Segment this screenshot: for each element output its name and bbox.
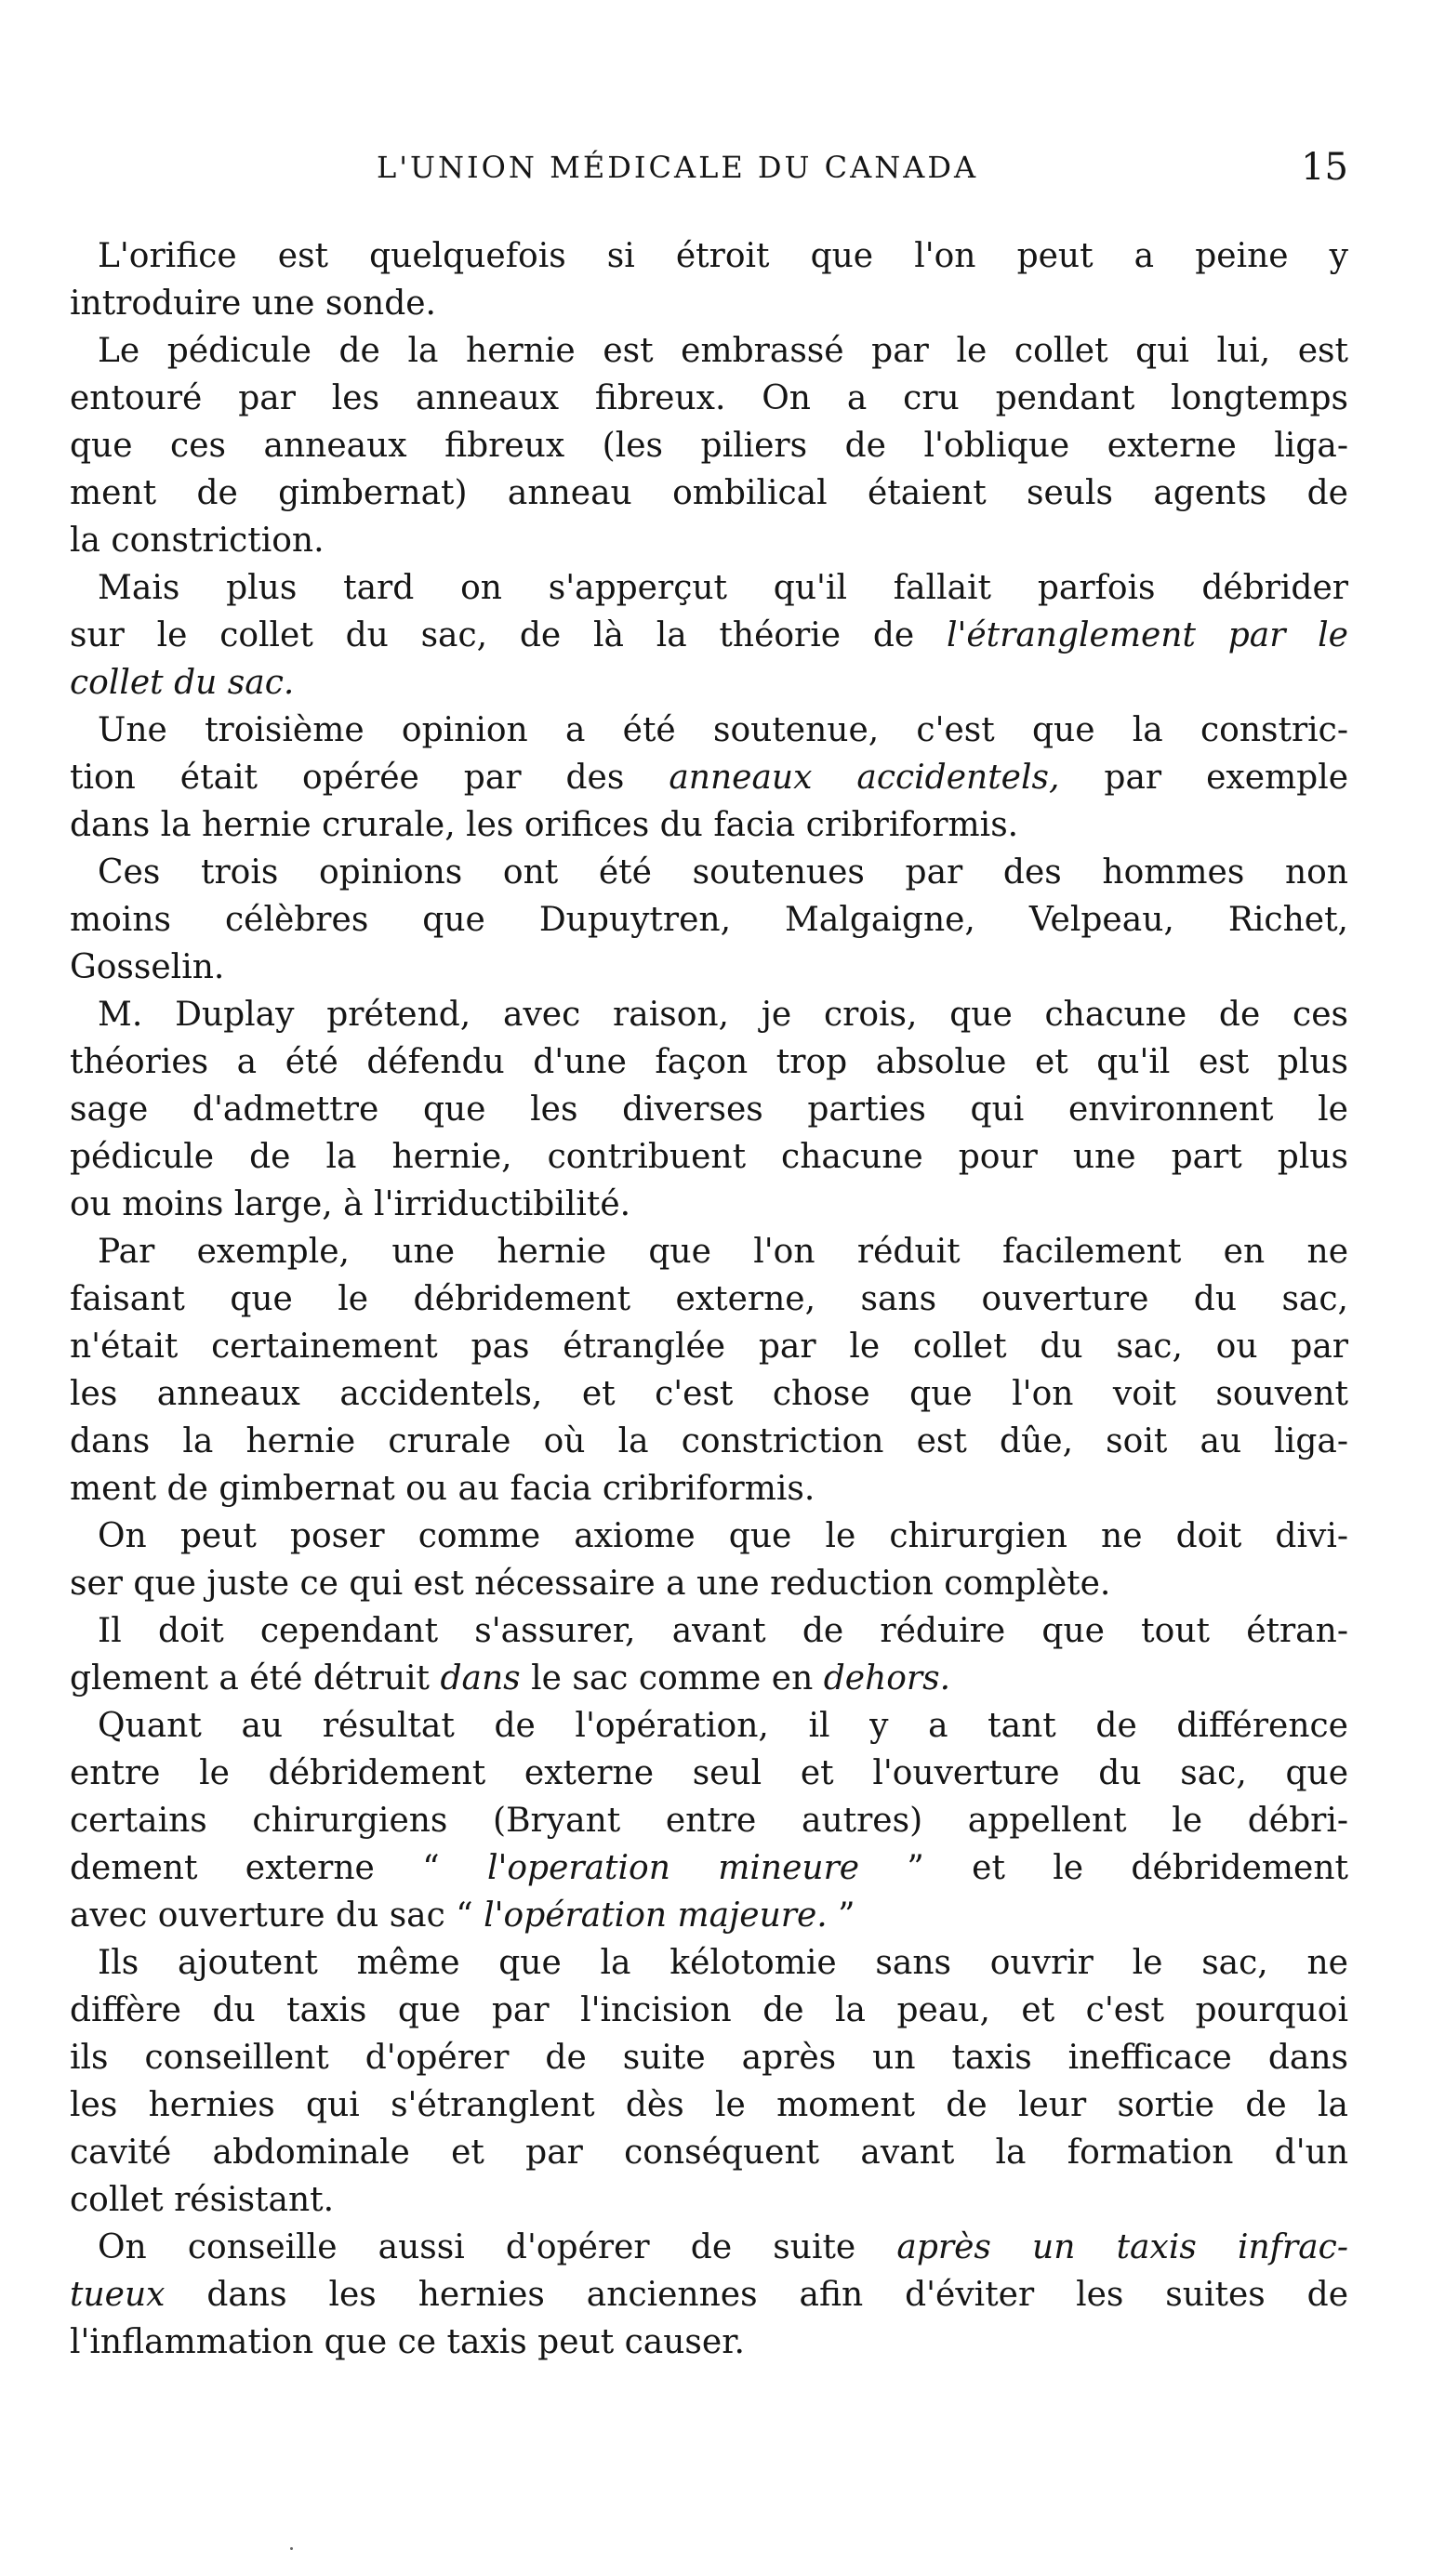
line-text: le sac comme en — [531, 1659, 814, 1698]
line-text: n'était certainement pas étranglée par le collet du sac, ou par — [70, 1328, 1348, 1366]
italic-text: collet du sac. — [70, 664, 295, 702]
text-line — [70, 2318, 1348, 2366]
line-text: diffère du taxis que par l'incision de la peau, et c'est pourquoi — [70, 1991, 1348, 2029]
text-line — [70, 1181, 1348, 1228]
journal-title: L'UNION MÉDICALE DU CANADA — [377, 150, 979, 185]
text-line — [70, 1418, 1348, 1465]
text-line — [70, 1655, 1348, 1702]
page-number: 15 — [1301, 146, 1348, 189]
line-text: tion était opérée par des — [70, 759, 625, 797]
text-line — [70, 1939, 1348, 1987]
line-text: ” — [838, 1896, 855, 1935]
line-text: Mais plus tard on s'apperçut qu'il fallait parfois débrider — [98, 569, 1348, 607]
line-text: Il doit cependant s'assurer, avant de réduire que tout étran- — [98, 1612, 1348, 1650]
text-line — [70, 896, 1348, 944]
line-text: collet résistant. — [70, 2181, 335, 2219]
text-line — [70, 2176, 1348, 2224]
line-text: introduire une sonde. — [70, 284, 436, 323]
text-line — [70, 469, 1348, 517]
line-text: M. Duplay prétend, avec raison, je crois, que chacune de ces — [98, 996, 1348, 1034]
line-text: ils conseillent d'opérer de suite après un taxis inefficace dans — [70, 2039, 1348, 2077]
line-text: par exemple — [1104, 759, 1349, 797]
italic-text: après un taxis infrac- — [896, 2228, 1348, 2266]
text-line — [70, 2224, 1348, 2271]
text-line — [70, 1607, 1348, 1655]
line-text: faisant que le débridement externe, sans ouverture du sac, — [70, 1280, 1348, 1318]
text-line — [70, 2081, 1348, 2129]
line-text: Le pédicule de la hernie est embrassé par le collet qui lui, est — [98, 332, 1348, 370]
line-text: théories a été défendu d'une façon trop absolue et qu'il est plus — [70, 1043, 1348, 1081]
line-text: dans les hernies anciennes afin d'éviter les suites de — [206, 2276, 1349, 2314]
text-line — [70, 2129, 1348, 2176]
line-text: sur le collet du sac, de là la théorie de — [70, 616, 915, 654]
line-text: ou moins large, à l'irriductibilité. — [70, 1185, 631, 1223]
line-text: ser que juste ce qui est nécessaire a une reduction complète. — [70, 1565, 1111, 1603]
text-line — [70, 327, 1348, 375]
line-text: On peut poser comme axiome que le chirurgien ne doit divi- — [98, 1517, 1348, 1555]
text-line — [70, 1038, 1348, 1086]
line-text: certains chirurgiens (Bryant entre autres) appellent le débri- — [70, 1802, 1348, 1840]
text-line — [70, 1275, 1348, 1323]
italic-text: dans — [440, 1659, 521, 1698]
line-text: ment de gimbernat ou au facia cribriformis. — [70, 1470, 815, 1508]
line-text: On conseille aussi d'opérer de suite — [98, 2228, 856, 2266]
line-text: l'inflammation que ce taxis peut causer. — [70, 2323, 745, 2361]
text-line — [70, 944, 1348, 991]
text-line — [70, 801, 1348, 849]
text-line — [70, 849, 1348, 896]
italic-text: l'opération majeure. — [484, 1896, 828, 1935]
text-line — [70, 517, 1348, 564]
line-text: glement a été détruit — [70, 1659, 431, 1698]
line-text: ” et le débridement — [907, 1849, 1348, 1887]
line-text: Ces trois opinions ont été soutenues par des hommes non — [98, 853, 1348, 892]
text-line — [70, 659, 1348, 707]
running-head — [93, 139, 1348, 195]
italic-text: dehors. — [823, 1659, 951, 1698]
line-text: Une troisième opinion a été soutenue, c'est que la constric- — [98, 711, 1348, 749]
text-line — [70, 1323, 1348, 1370]
line-text: cavité abdominale et par conséquent avant la formation d'un — [70, 2133, 1348, 2172]
text-line — [70, 1133, 1348, 1181]
line-text: Par exemple, une hernie que l'on réduit facilement en ne — [98, 1233, 1348, 1271]
italic-text: l'étranglement par le — [946, 616, 1348, 654]
text-line — [70, 1844, 1348, 1892]
text-line — [70, 1465, 1348, 1513]
text-line — [70, 1560, 1348, 1607]
line-text: Quant au résultat de l'opération, il y a tant de différence — [98, 1707, 1348, 1745]
text-line — [70, 1987, 1348, 2034]
text-line — [70, 754, 1348, 801]
text-line — [70, 375, 1348, 422]
text-line — [70, 1086, 1348, 1133]
text-line — [70, 1797, 1348, 1844]
line-text: les anneaux accidentels, et c'est chose que l'on voit souvent — [70, 1375, 1348, 1413]
line-text: dement externe “ — [70, 1849, 440, 1887]
text-line — [70, 1750, 1348, 1797]
body-text — [70, 232, 1348, 2366]
text-line — [70, 2034, 1348, 2081]
text-line — [70, 1370, 1348, 1418]
text-line — [70, 2271, 1348, 2318]
line-text: que ces anneaux fibreux (les piliers de l'oblique externe liga- — [70, 427, 1348, 465]
scan-speck — [290, 2547, 293, 2550]
line-text: L'orifice est quelquefois si étroit que l'on peut a peine y — [98, 237, 1348, 275]
text-line — [70, 232, 1348, 280]
text-line — [70, 1702, 1348, 1750]
line-text: moins célèbres que Dupuytren, Malgaigne, Velpeau, Richet, — [70, 901, 1348, 939]
line-text: dans la hernie crurale, les orifices du facia cribriformis. — [70, 806, 1019, 844]
text-line — [70, 707, 1348, 754]
line-text: pédicule de la hernie, contribuent chacune pour une part plus — [70, 1138, 1348, 1176]
text-line — [70, 612, 1348, 659]
text-line — [70, 280, 1348, 327]
italic-text: l'operation mineure — [486, 1849, 860, 1887]
line-text: les hernies qui s'étranglent dès le moment de leur sortie de la — [70, 2086, 1348, 2124]
line-text: la constriction. — [70, 522, 325, 560]
text-line — [70, 564, 1348, 612]
italic-text: tueux — [70, 2276, 166, 2314]
text-line — [70, 1513, 1348, 1560]
italic-text: anneaux accidentels, — [669, 759, 1060, 797]
line-text: Gosselin. — [70, 948, 225, 986]
line-text: Ils ajoutent même que la kélotomie sans ouvrir le sac, ne — [98, 1944, 1348, 1982]
line-text: ment de gimbernat) anneau ombilical étaient seuls agents de — [70, 474, 1348, 512]
line-text: entre le débridement externe seul et l'ouverture du sac, que — [70, 1754, 1348, 1792]
text-line — [70, 1228, 1348, 1275]
line-text: dans la hernie crurale où la constriction est dûe, soit au liga- — [70, 1422, 1348, 1460]
line-text: avec ouverture du sac “ — [70, 1896, 473, 1935]
text-line — [70, 422, 1348, 469]
line-text: sage d'admettre que les diverses parties qui environnent le — [70, 1090, 1348, 1129]
text-line — [70, 991, 1348, 1038]
text-line — [70, 1892, 1348, 1939]
line-text: entouré par les anneaux fibreux. On a cru pendant longtemps — [70, 379, 1348, 417]
